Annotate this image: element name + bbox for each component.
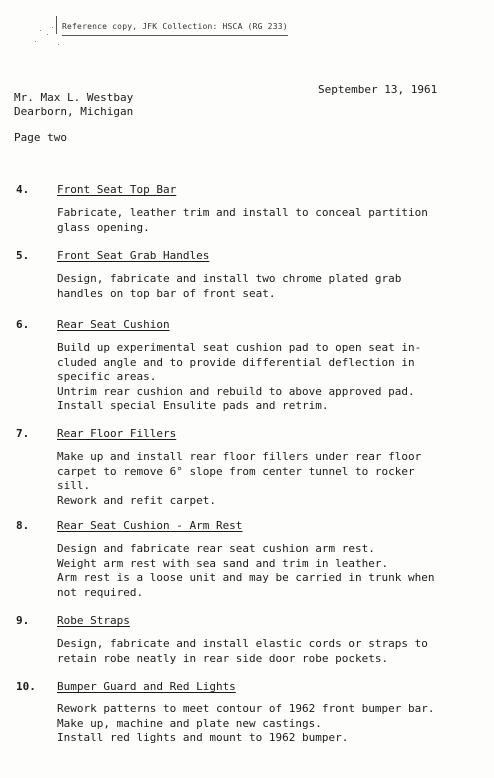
item-line: Arm rest is a loose unit and may be carried in trunk when — [57, 571, 435, 584]
item-line: specific areas. — [57, 370, 157, 383]
item-number: 5. — [16, 249, 30, 262]
item-body — [57, 450, 477, 508]
item-line: Design and fabricate rear seat cushion arm rest. — [57, 542, 375, 555]
item-line: Design, fabricate and install elastic cords or straps to — [57, 637, 428, 650]
item-number: 8. — [16, 519, 30, 532]
item-line: carpet to remove 6° slope from center tunnel to rocker — [57, 464, 415, 478]
stamp-bracket — [56, 16, 62, 34]
item-body — [57, 637, 477, 666]
item-number: 9. — [16, 614, 30, 627]
item-number: 10. — [16, 680, 36, 693]
item-body — [57, 272, 477, 301]
addressee-name: Mr. Max L. Westbay — [14, 91, 134, 104]
item-number: 6. — [16, 318, 30, 331]
scan-speck — [52, 27, 53, 28]
item-body — [57, 702, 477, 746]
item-line: Install red lights and mount to 1962 bumper. — [57, 731, 349, 744]
item-line: not required. — [57, 585, 144, 599]
item-number: 4. — [16, 183, 30, 196]
item-line: sill. — [57, 479, 91, 492]
item-heading: Rear Seat Cushion — [57, 318, 170, 331]
addressee-block — [14, 91, 133, 119]
item-heading: Front Seat Top Bar — [57, 183, 177, 196]
item-line: handles on top bar of front seat. — [57, 286, 276, 300]
item-line: Rework patterns to meet contour of 1962 front bumper bar. — [57, 702, 435, 715]
item-line: Make up, machine and plate new castings. — [57, 716, 322, 730]
item-line: cluded angle and to provide differential deflection in — [57, 355, 415, 369]
stamp-underline — [62, 35, 288, 36]
item-line: Design, fabricate and install two chrome plated grab — [57, 272, 402, 285]
item-line: Build up experimental seat cushion pad to open seat in- — [57, 341, 422, 354]
item-line: Fabricate, leather trim and install to conceal partition — [57, 206, 428, 219]
addressee-location: Dearborn, Michigan — [14, 105, 134, 118]
item-line: retain robe neatly in rear side door robe pockets. — [57, 651, 389, 665]
reference-stamp-text: Reference copy, JFK Collection: HSCA (RG 233) — [62, 22, 288, 31]
item-line: Untrim rear cushion and rebuild to above approved pad. — [57, 384, 415, 398]
reference-stamp — [62, 22, 288, 31]
page-label: Page two — [14, 131, 67, 144]
item-heading: Robe Straps — [57, 614, 130, 627]
item-heading: Bumper Guard and Red Lights — [57, 680, 236, 693]
scan-speck — [47, 34, 48, 35]
item-number: 7. — [16, 427, 30, 440]
item-body — [57, 542, 477, 600]
item-body — [57, 206, 477, 235]
item-line: Install special Ensulite pads and retrim. — [57, 399, 329, 412]
scan-speck — [35, 41, 36, 42]
letter-date: September 13, 1961 — [318, 83, 438, 96]
scan-speck — [58, 44, 59, 45]
item-line: Weight arm rest with sea sand and trim in leather. — [57, 556, 389, 570]
item-heading: Front Seat Grab Handles — [57, 249, 210, 262]
item-line: Make up and install rear floor fillers under rear floor — [57, 450, 422, 463]
scan-speck — [40, 30, 41, 31]
item-line: Rework and refit carpet. — [57, 493, 216, 507]
item-body — [57, 341, 477, 414]
item-heading: Rear Seat Cushion - Arm Rest — [57, 519, 243, 532]
item-heading: Rear Floor Fillers — [57, 427, 177, 440]
item-line: glass opening. — [57, 220, 150, 234]
